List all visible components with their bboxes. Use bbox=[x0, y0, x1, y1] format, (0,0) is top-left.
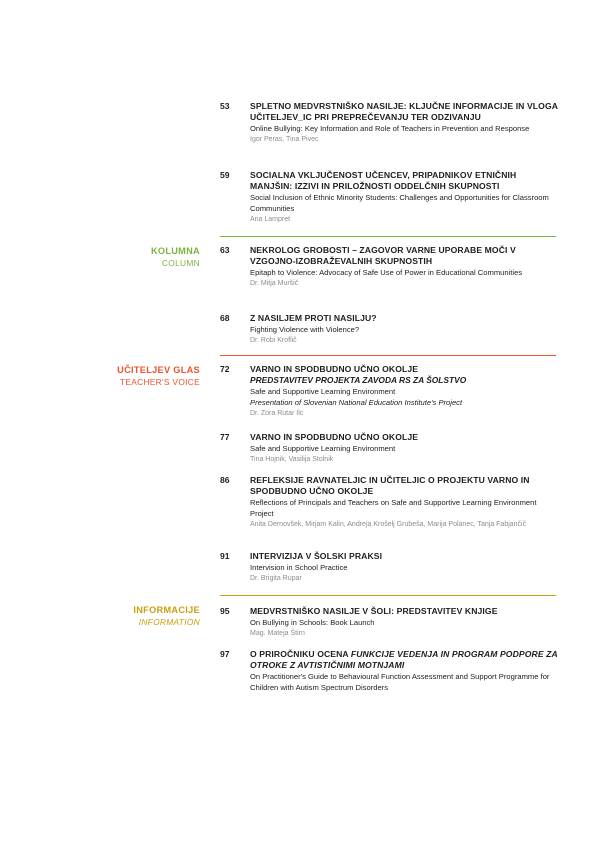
section-divider-kolumna bbox=[220, 236, 556, 237]
section-label-informacije-sl: INFORMACIJE bbox=[133, 605, 200, 615]
page-number: 59 bbox=[220, 170, 230, 180]
entry-title: REFLEKSIJE RAVNATELJIC IN UČITELJIC O PROJEKTU VARNO IN SPODBUDNO UČNO OKOLJE bbox=[250, 475, 530, 496]
entry-title-en: Social Inclusion of Ethnic Minority Students: Challenges and Opportunities for Classroom Communities bbox=[250, 193, 549, 214]
section-label-ucitelj bbox=[117, 364, 200, 388]
entry-title-italic-part: FUNKCIJE VEDENJA IN PROGRAM PODPORE ZA OTROKE Z AVTISTIČNIMI MOTNJAMI bbox=[250, 649, 558, 670]
section-label-ucitelj-sl: UČITELJEV GLAS bbox=[117, 365, 200, 375]
page-number: 68 bbox=[220, 313, 230, 323]
entry-authors: Mag. Mateja Štirn bbox=[250, 630, 305, 638]
entry-title: INTERVIZIJA V ŠOLSKI PRAKSI bbox=[250, 551, 383, 561]
section-label-kolumna-en: COLUMN bbox=[161, 258, 200, 268]
page-number: 91 bbox=[220, 551, 230, 561]
entry-title: NEKROLOG GROBOSTI – ZAGOVOR VARNE UPORABE MOČI V VZGOJNO-IZOBRAŽEVALNIH SKUPNOSTIH bbox=[250, 245, 516, 266]
entry-authors: Ana Lampret bbox=[250, 216, 291, 224]
section-label-ucitelj-en: TEACHER'S VOICE bbox=[119, 377, 200, 387]
section-divider-ucitelj bbox=[220, 355, 556, 356]
entry-title: SOCIALNA VKLJUČENOST UČENCEV, PRIPADNIKOV ETNIČNIH MANJŠIN: IZZIVI IN PRILOŽNOSTI ODDELČNIH SKUPNOSTI bbox=[250, 170, 517, 191]
entry-title-en: On Practitioner's Guide to Behavioural Function Assessment and Support Programme for Children with Autism Spectrum Disorders bbox=[250, 672, 550, 693]
page-number: 86 bbox=[220, 475, 230, 485]
page-number: 72 bbox=[220, 364, 230, 374]
entry-title-en: Epitaph to Violence: Advocacy of Safe Use of Power in Educational Communities bbox=[250, 268, 523, 277]
page-number: 97 bbox=[220, 649, 230, 659]
page-number: 53 bbox=[220, 101, 230, 111]
entry-subtitle-en: Presentation of Slovenian National Education Institute's Project bbox=[250, 398, 463, 408]
section-divider-informacije bbox=[220, 595, 556, 596]
entry-authors: Igor Peras, Tina Pivec bbox=[250, 136, 319, 144]
page-number: 95 bbox=[220, 606, 230, 616]
section-label-kolumna-sl: KOLUMNA bbox=[150, 246, 200, 256]
entry-title: VARNO IN SPODBUDNO UČNO OKOLJE bbox=[250, 364, 419, 374]
entry-title: Z NASILJEM PROTI NASILJU? bbox=[250, 313, 377, 323]
entry-authors: Dr. Brigita Rupar bbox=[250, 575, 302, 583]
entry-authors: Dr. Robi Kroflič bbox=[250, 337, 297, 345]
section-label-informacije-en: INFORMATION bbox=[138, 617, 200, 627]
section-label-kolumna bbox=[151, 245, 200, 269]
entry-title-en: On Bullying in Schools: Book Launch bbox=[250, 618, 375, 627]
entry-authors: Anita Dernovšek, Mirjam Kalin, Andreja Krošelj Grubeša, Marija Polanec, Tanja Fabjančič bbox=[250, 521, 527, 529]
entry-title-en: Reflections of Principals and Teachers on Safe and Supportive Learning Environment Project bbox=[250, 498, 537, 519]
entry-title-en: Intervision in School Practice bbox=[250, 563, 348, 572]
entry-title-en: Online Bullying: Key Information and Role of Teachers in Prevention and Response bbox=[250, 124, 530, 133]
entry-title-en: Safe and Supportive Learning Environment bbox=[250, 444, 396, 453]
entry-title-en: Safe and Supportive Learning Environment bbox=[250, 387, 396, 396]
entry-title-en: Fighting Violence with Violence? bbox=[250, 325, 360, 334]
section-label-informacije bbox=[133, 604, 200, 628]
entry-title: VARNO IN SPODBUDNO UČNO OKOLJE bbox=[250, 432, 419, 442]
page-number: 77 bbox=[220, 432, 230, 442]
entry-authors: Dr. Mitja Muršič bbox=[250, 280, 299, 288]
entry-title-part: O PRIROČNIKU OCENA bbox=[250, 649, 351, 659]
entry-title: MEDVRSTNIŠKO NASILJE V ŠOLI: PREDSTAVITEV KNJIGE bbox=[250, 606, 498, 616]
entry-title: SPLETNO MEDVRSTNIŠKO NASILJE: KLJUČNE INFORMACIJE IN VLOGA UČITELJEV_IC PRI PREPREČEVANJU TER ODZIVANJU bbox=[250, 101, 558, 122]
entry-authors: Dr. Zora Rutar Ilc bbox=[250, 410, 304, 418]
entry-authors: Tina Hojnik, Vasilija Stolnik bbox=[250, 456, 334, 464]
page-number: 63 bbox=[220, 245, 230, 255]
entry-subtitle: PREDSTAVITEV PROJEKTA ZAVODA RS ZA ŠOLSTVO bbox=[250, 375, 467, 385]
entry-title bbox=[250, 649, 560, 671]
